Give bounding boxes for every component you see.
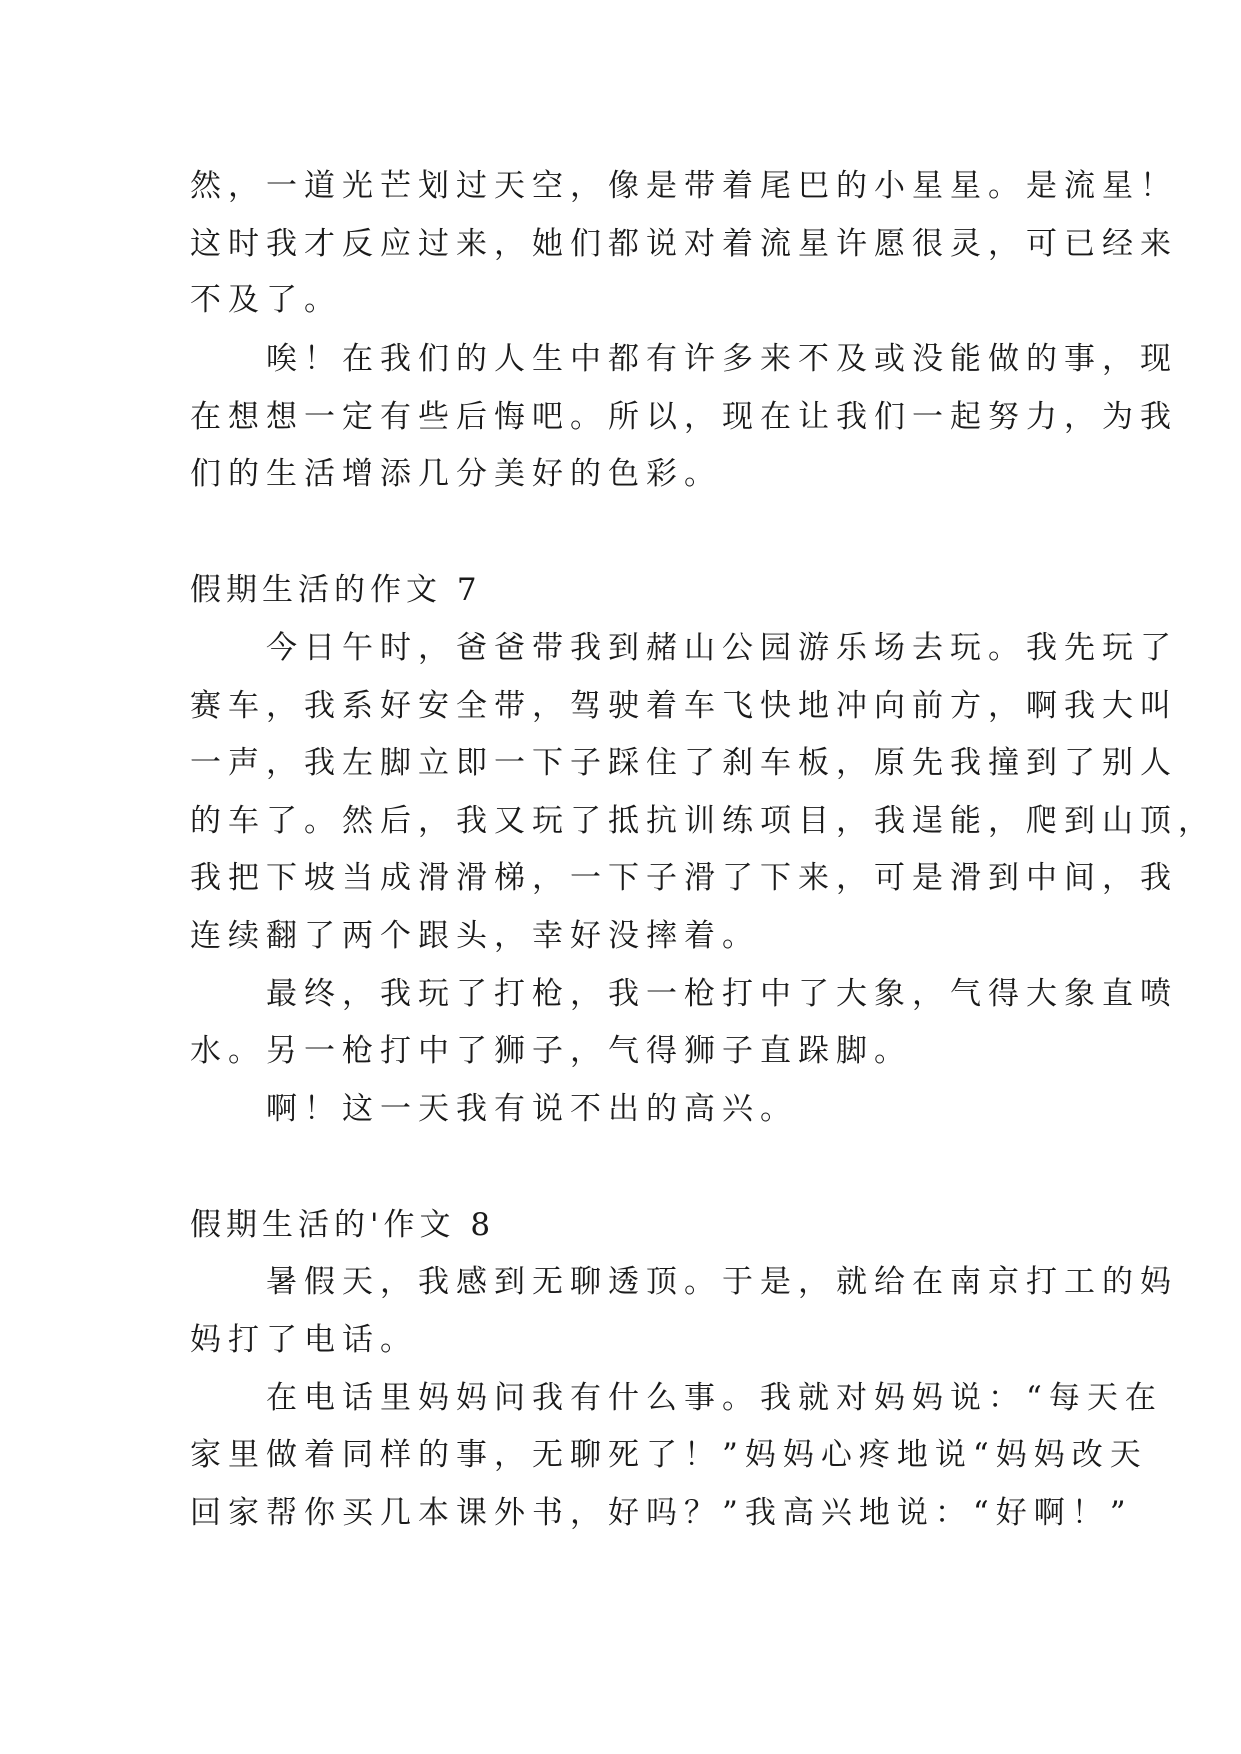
paragraph-line: 我把下坡当成滑滑梯，一下子滑了下来，可是滑到中间，我 bbox=[190, 860, 1178, 896]
paragraph-line: 最终，我玩了打枪，我一枪打中了大象，气得大象直喷 bbox=[190, 976, 1178, 1012]
section-heading: 假期生活的'作文 8 bbox=[190, 1207, 496, 1243]
paragraph-line: 然，一道光芒划过天空，像是带着尾巴的小星星。是流星！ bbox=[190, 168, 1178, 204]
paragraph-line: 暑假天，我感到无聊透顶。于是，就给在南京打工的妈 bbox=[190, 1264, 1178, 1300]
paragraph-line: 啊！这一天我有说不出的高兴。 bbox=[190, 1091, 798, 1127]
paragraph-line: 赛车，我系好安全带，驾驶着车飞快地冲向前方，啊我大叫 bbox=[190, 688, 1178, 724]
paragraph-line: 不及了。 bbox=[190, 282, 342, 318]
paragraph-line: 家里做着同样的事，无聊死了！”妈妈心疼地说“妈妈改天 bbox=[190, 1437, 1148, 1473]
paragraph-line: 今日午时，爸爸带我到赭山公园游乐场去玩。我先玩了 bbox=[190, 630, 1178, 666]
section-heading: 假期生活的作文 7 bbox=[190, 572, 482, 608]
paragraph-line: 一声，我左脚立即一下子踩住了刹车板，原先我撞到了别人 bbox=[190, 745, 1178, 781]
paragraph-line: 在电话里妈妈问我有什么事。我就对妈妈说：“每天在 bbox=[190, 1380, 1163, 1416]
paragraph-line: 水。另一枪打中了狮子，气得狮子直跺脚。 bbox=[190, 1033, 912, 1069]
paragraph-line: 回家帮你买几本课外书，好吗？”我高兴地说：“好啊！” bbox=[190, 1495, 1133, 1531]
paragraph-line: 在想想一定有些后悔吧。所以，现在让我们一起努力，为我 bbox=[190, 399, 1178, 435]
paragraph-line: 妈打了电话。 bbox=[190, 1322, 418, 1358]
paragraph-line: 的车了。然后，我又玩了抵抗训练项目，我逞能，爬到山顶， bbox=[190, 803, 1216, 839]
paragraph-line: 连续翻了两个跟头，幸好没摔着。 bbox=[190, 918, 760, 954]
paragraph-line: 唉！在我们的人生中都有许多来不及或没能做的事，现 bbox=[190, 341, 1178, 377]
paragraph-line: 们的生活增添几分美好的色彩。 bbox=[190, 456, 722, 492]
paragraph-line: 这时我才反应过来，她们都说对着流星许愿很灵，可已经来 bbox=[190, 226, 1178, 262]
